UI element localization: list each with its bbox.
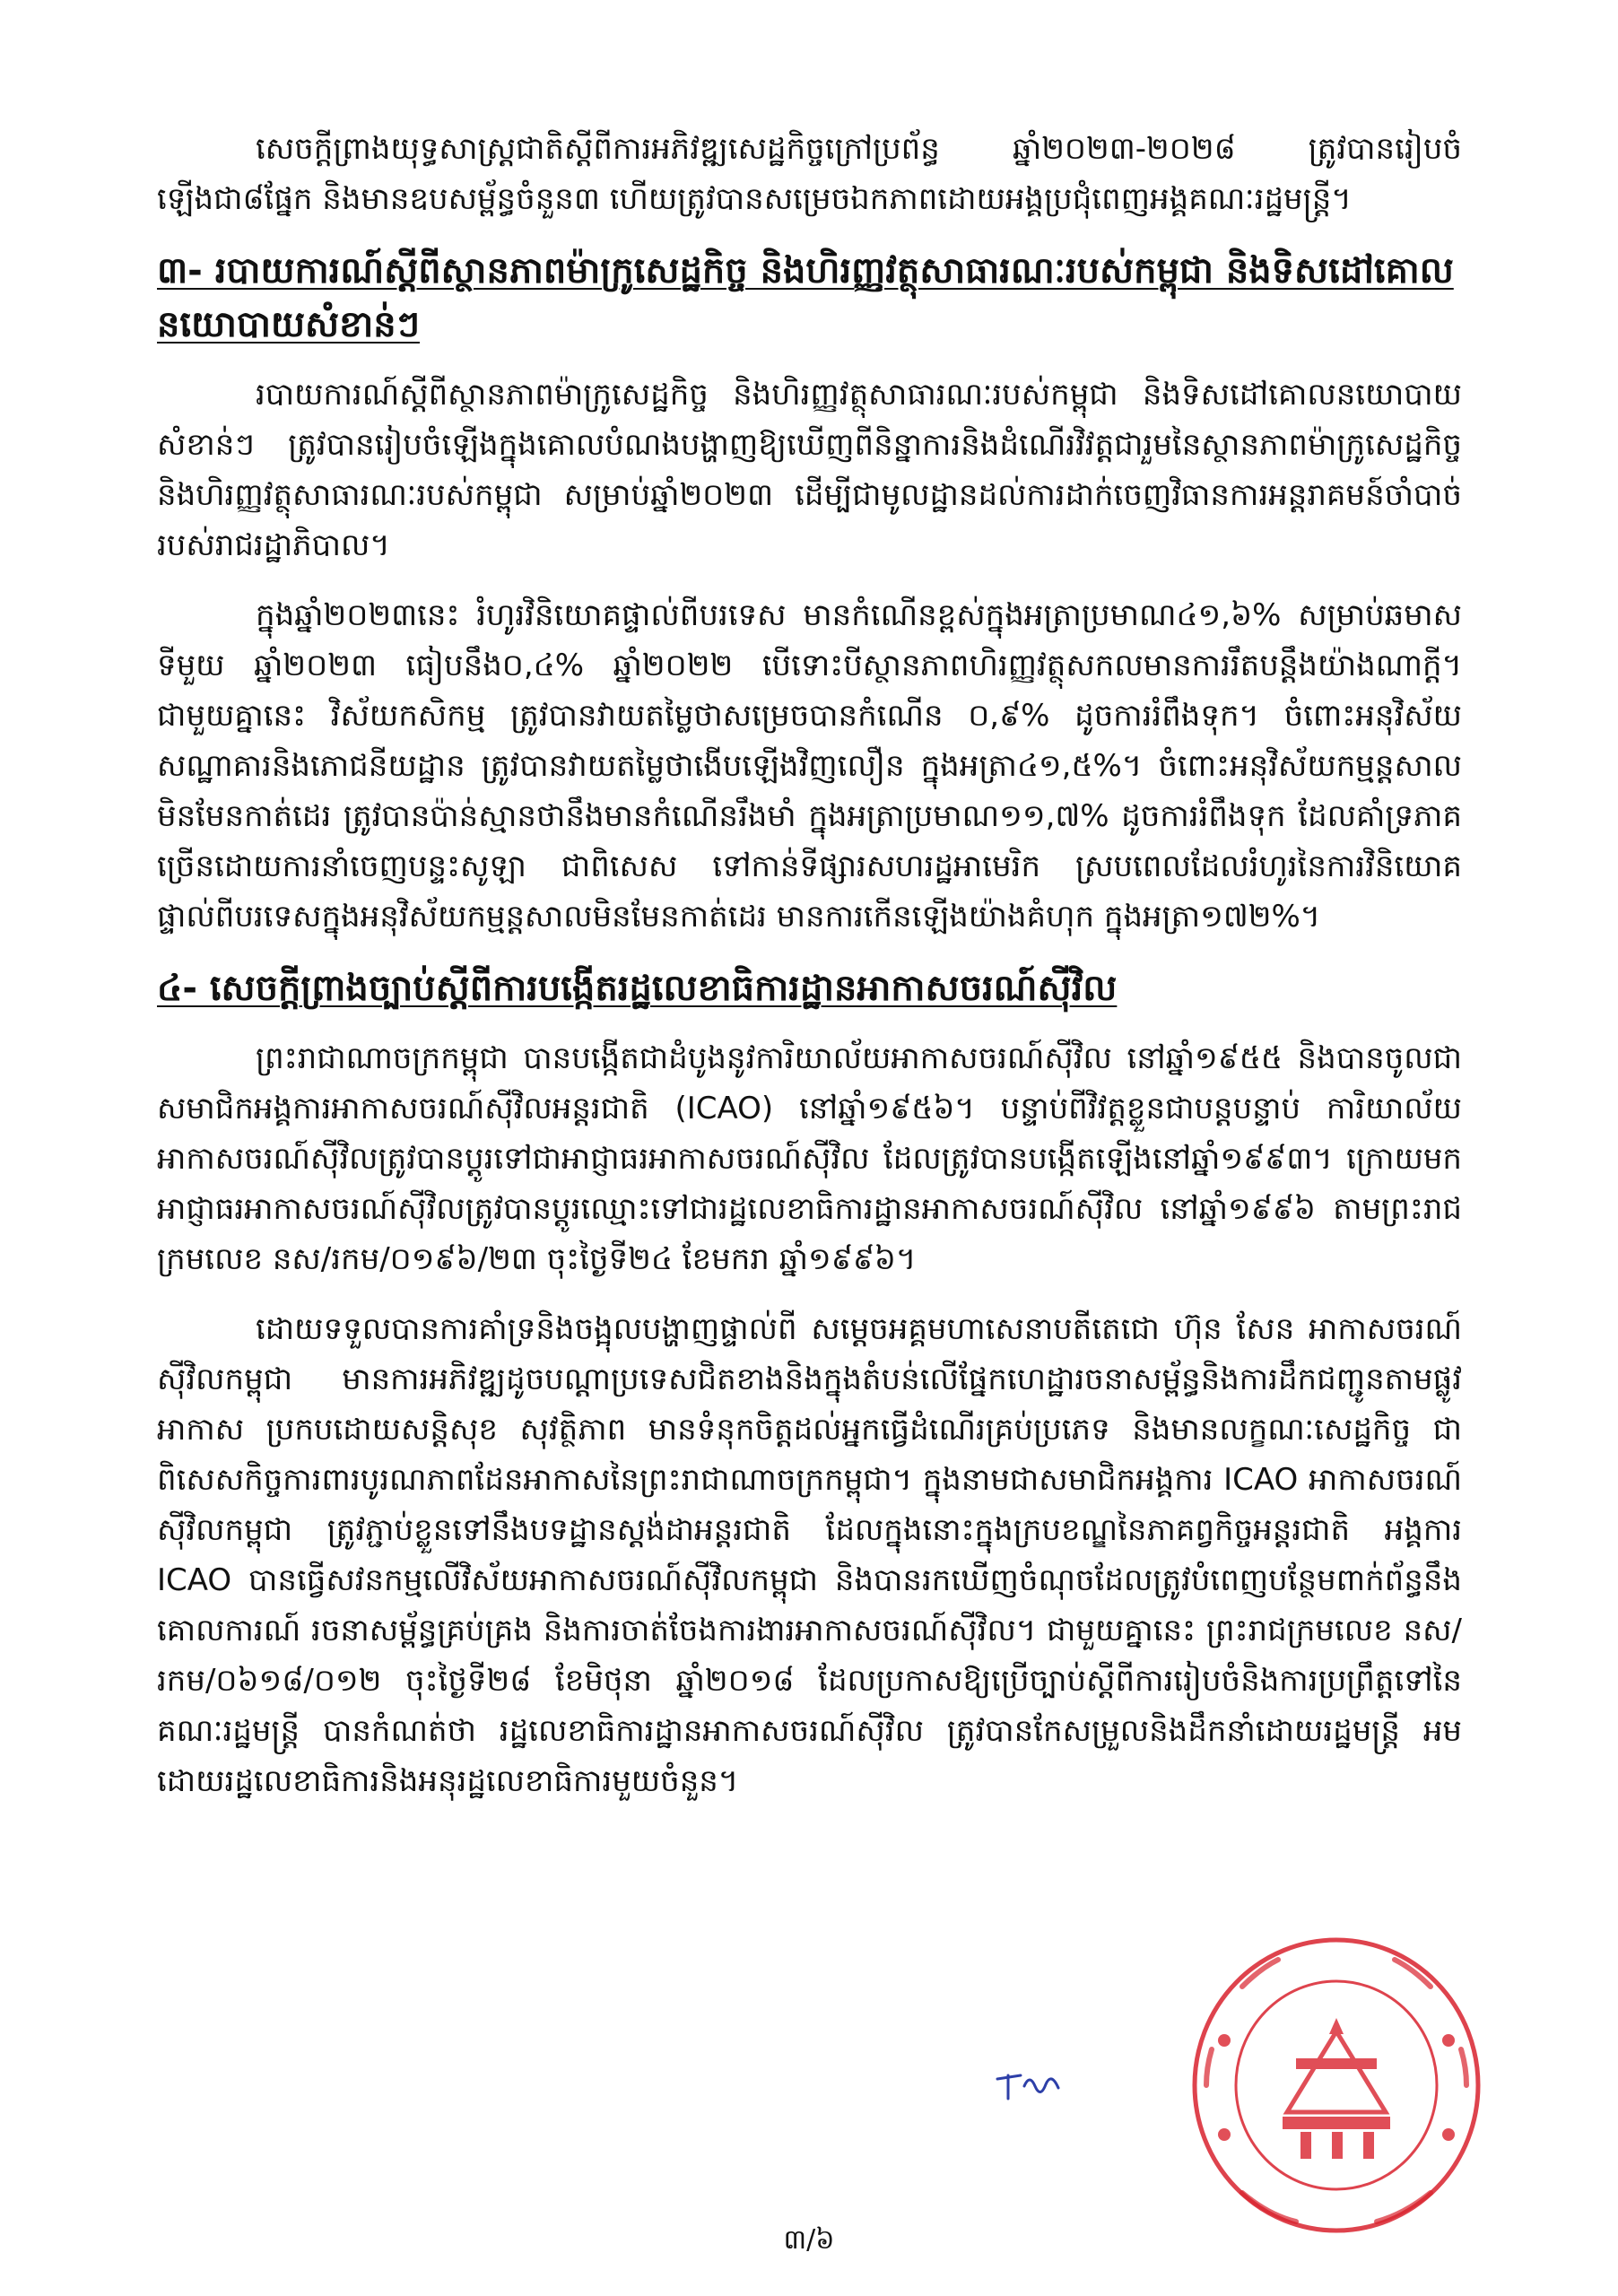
official-seal-stamp <box>1188 1933 1484 2238</box>
section-4-heading: ៤- សេចក្តីព្រាងច្បាប់ស្តីពីការបង្កើតរដ្ឋលេខាធិការដ្ឋានអាកាសចរណ៍ស៊ីវិល <box>157 968 1118 1009</box>
document-body <box>157 124 1462 1826</box>
handwritten-initials-mark <box>994 2063 1066 2108</box>
page-number: ៣/៦ <box>783 2224 835 2256</box>
section-3-paragraph-2: ក្នុងឆ្នាំ២០២៣នេះ រំហូរវិនិយោគផ្ទាល់ពីបរទេស មានកំណើនខ្ពស់ក្នុងអត្រាប្រមាណ៤១,៦% សម្រាប់ឆមាសទីមួយ ឆ្នាំ២០២៣ ធៀបនឹង០,៤% ឆ្នាំ២០២២ បើទោះបីស្ថានភាពហិរញ្ញវត្ថុសកលមានការរឹតបន្តឹងយ៉ាងណាក្តី។ ជាមួយគ្នានេះ វិស័យកសិកម្ម ត្រូវបានវាយតម្លៃថាសម្រេចបានកំណើន ០,៩% ដូចការរំពឹងទុក។ ចំពោះអនុវិស័យសណ្ឋាគារនិងភោជនីយដ្ឋាន ត្រូវបានវាយតម្លៃថាងើបឡើងវិញលឿន ក្នុងអត្រា៤១,៥%។ ចំពោះអនុវិស័យកម្មន្តសាលមិនមែនកាត់ដេរ ត្រូវបានប៉ាន់ស្មានថានឹងមានកំណើនរឹងមាំ ក្នុងអត្រាប្រមាណ១១,៧% ដូចការរំពឹងទុក ដែលគាំទ្រភាគច្រើនដោយការនាំចេញបន្ទះសូឡា ជាពិសេស ទៅកាន់ទីផ្សារសហរដ្ឋអាមេរិក ស្របពេលដែលរំហូរនៃការវិនិយោគផ្ទាល់ពីបរទេសក្នុងអនុវិស័យកម្មន្តសាលមិនមែនកាត់ដេរ មានការកើនឡើងយ៉ាងគំហុក ក្នុងអត្រា១៧២%។ <box>157 597 1462 935</box>
section-4-paragraph-2: ដោយទទួលបានការគាំទ្រនិងចង្អុលបង្ហាញផ្ទាល់ពី សម្តេចអគ្គមហាសេនាបតីតេជោ ហ៊ុន សែន អាកាសចរណ៍ស៊ីវិលកម្ពុជា មានការអភិវឌ្ឍដូចបណ្តាប្រទេសជិតខាងនិងក្នុងតំបន់លើផ្នែកហេដ្ឋារចនាសម្ព័ន្ធនិងការដឹកជញ្ជូនតាមផ្លូវអាកាស ប្រកបដោយសន្តិសុខ សុវត្ថិភាព មានទំនុកចិត្តដល់អ្នកធ្វើដំណើរគ្រប់ប្រភេទ និងមានលក្ខណៈសេដ្ឋកិច្ច ជាពិសេសកិច្ចការពារបូរណភាពដែនអាកាសនៃព្រះរាជាណាចក្រកម្ពុជា។ ក្នុងនាមជាសមាជិកអង្គការ ICAO អាកាសចរណ៍ស៊ីវិលកម្ពុជា ត្រូវភ្ជាប់ខ្លួនទៅនឹងបទដ្ឋានស្តង់ដាអន្តរជាតិ ដែលក្នុងនោះក្នុងក្របខណ្ឌនៃភាគព្វកិច្ចអន្តរជាតិ អង្គការ ICAO បានធ្វើសវនកម្មលើវិស័យអាកាសចរណ៍ស៊ីវិលកម្ពុជា និងបានរកឃើញចំណុចដែលត្រូវបំពេញបន្ថែមពាក់ព័ន្ធនឹងគោលការណ៍ រចនាសម្ព័ន្ធគ្រប់គ្រង និងការចាត់ចែងការងារអាកាសចរណ៍ស៊ីវិល។ ជាមួយគ្នានេះ ព្រះរាជក្រមលេខ នស/រកម/០៦១៨/០១២ ចុះថ្ងៃទី២៨ ខែមិថុនា ឆ្នាំ២០១៨ ដែលប្រកាសឱ្យប្រើច្បាប់ស្តីពីការរៀបចំនិងការប្រព្រឹត្តទៅនៃគណៈរដ្ឋមន្ត្រី បានកំណត់ថា រដ្ឋលេខាធិការដ្ឋានអាកាសចរណ៍ស៊ីវិល ត្រូវបានកែសម្រួលនិងដឹកនាំដោយរដ្ឋមន្ត្រី អមដោយរដ្ឋលេខាធិការនិងអនុរដ្ឋលេខាធិការមួយចំនួន។ <box>157 1311 1462 1799</box>
section-4-paragraph-1: ព្រះរាជាណាចក្រកម្ពុជា បានបង្កើតជាដំបូងនូវការិយាល័យអាកាសចរណ៍ស៊ីវិល នៅឆ្នាំ១៩៥៥ និងបានចូលជាសមាជិកអង្គការអាកាសចរណ៍ស៊ីវិលអន្តរជាតិ (ICAO) នៅឆ្នាំ១៩៥៦។ បន្ទាប់ពីវិវត្តខ្លួនជាបន្តបន្ទាប់ ការិយាល័យអាកាសចរណ៍ស៊ីវិលត្រូវបានប្តូរទៅជាអាជ្ញាធរអាកាសចរណ៍ស៊ីវិល ដែលត្រូវបានបង្កើតឡើងនៅឆ្នាំ១៩៩៣។ ក្រោយមក អាជ្ញាធរអាកាសចរណ៍ស៊ីវិលត្រូវបានប្តូរឈ្មោះទៅជារដ្ឋលេខាធិការដ្ឋានអាកាសចរណ៍ស៊ីវិល នៅឆ្នាំ១៩៩៦ តាមព្រះរាជក្រមលេខ នស/រកម/០១៩៦/២៣ ចុះថ្ងៃទី២៤ ខែមករា ឆ្នាំ១៩៩៦។ <box>157 1040 1462 1277</box>
intro-paragraph: សេចក្តីព្រាងយុទ្ធសាស្ត្រជាតិស្តីពីការអភិវឌ្ឍសេដ្ឋកិច្ចក្រៅប្រព័ន្ធ ឆ្នាំ២០២៣-២០២៨ ត្រូវបានរៀបចំឡើងជា៨ផ្នែក និងមានឧបសម្ព័ន្ធចំនួន៣ ហើយត្រូវបានសម្រេចឯកភាពដោយអង្គប្រជុំពេញអង្គគណៈរដ្ឋមន្ត្រី។ <box>157 131 1462 217</box>
section-3-heading: ៣- របាយការណ៍ស្តីពីស្ថានភាពម៉ាក្រូសេដ្ឋកិច្ច និងហិរញ្ញវត្ថុសាធារណៈរបស់កម្ពុជា និងទិសដៅគោលនយោបាយសំខាន់ៗ <box>157 250 1454 345</box>
section-3-paragraph-1: របាយការណ៍ស្តីពីស្ថានភាពម៉ាក្រូសេដ្ឋកិច្ច និងហិរញ្ញវត្ថុសាធារណៈរបស់កម្ពុជា និងទិសដៅគោលនយោបាយសំខាន់ៗ ត្រូវបានរៀបចំឡើងក្នុងគោលបំណងបង្ហាញឱ្យឃើញពីនិន្នាការនិងដំណើរវិវត្តជារួមនៃស្ថានភាពម៉ាក្រូសេដ្ឋកិច្ចនិងហិរញ្ញវត្ថុសាធារណៈរបស់កម្ពុជា សម្រាប់ឆ្នាំ២០២៣ ដើម្បីជាមូលដ្ឋានដល់ការដាក់ចេញវិធានការអន្តរាគមន៍ចាំបាច់របស់រាជរដ្ឋាភិបាល។ <box>157 377 1462 563</box>
